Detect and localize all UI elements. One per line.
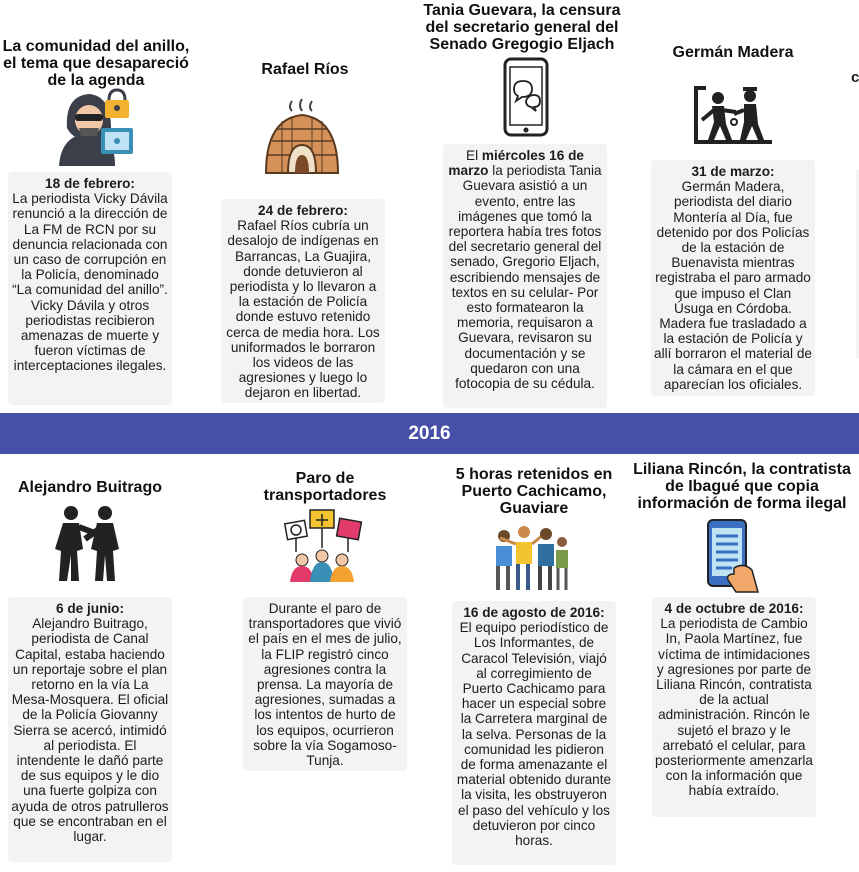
card-date: 24 de febrero:: [258, 203, 348, 218]
card-title-paro: Paro de transportadores: [263, 470, 387, 504]
edge-fragment: c: [851, 69, 859, 86]
protest-icon: [282, 508, 364, 582]
card-body-rafael: [221, 199, 385, 403]
card-body-liliana: [652, 597, 816, 817]
card-body-alejandro: [8, 597, 172, 862]
phone-chat-icon: [502, 57, 550, 137]
card-title-liliana: Liliana Rincón, la contratista de Ibagué que copia información de forma ilegal: [633, 461, 851, 512]
card-text: La periodista Vicky Dávila renunció a la dirección de La FM de RCN por su denuncia relacionada con un caso de corrupción en la Policía, denominado “La comunidad del anillo”. Vicky Dávila y otros periodistas recibieron amenazas de muerte y fueron víctimas de interceptaciones ilegales.: [12, 191, 168, 374]
year-band: 2016: [0, 413, 859, 454]
card-title-rafael: Rafael Ríos: [261, 61, 349, 78]
card-text: Durante el paro de transportadores que vivió el país en el mes de julio, la FLIP registró cinco agresiones contra la prensa. La mayoría de agresiones, sumadas a los intentos de hurto de los equipos, ocurrieron sobre la vía Sogamoso-Tunja.: [248, 601, 402, 769]
card-body-german: [651, 160, 815, 396]
crowd-icon: [490, 522, 572, 592]
card-date: 6 de junio:: [56, 601, 124, 616]
card-title-cachicamo: 5 horas retenidos en Puerto Cachicamo, Guaviare: [455, 466, 613, 517]
card-text: Germán Madera, periodista del diario Montería al Día, fue detenido por dos Policías de la estación de Buenavista mientras registraba el paro armado que impuso el Clan Úsuga en Córdoba. Madera fue trasladado a la estación de Policía y allí borraron el material de la cámara en el que aparecían los oficiales.: [654, 179, 812, 392]
card-date: 18 de febrero:: [45, 176, 135, 191]
card-date: miércoles 16 de marzo: [448, 148, 584, 179]
card-text: Rafael Ríos cubría un desalojo de indígenas en Barrancas, La Guajira, donde detuvieron al periodista y lo llevaron a la estación de Policía donde estuvo retenido cerca de media hora. Los uniformados le borraron los videos de las agresiones y luego lo dejaron en libertad.: [226, 218, 380, 401]
card-text: El equipo periodístico de Los Informantes, de Caracol Televisión, viajó al corregimiento de Puerto Cachicamo para hacer un especial sobre la Carretera marginal de la selva. Personas de la comunidad les pidieron de forma amenazante el material obtenido durante la visita, les obstruyeron el paso del vehículo y los detuvieron por cinco horas.: [456, 620, 612, 849]
card-text: Alejandro Buitrago, periodista de Canal Capital, estaba haciendo un reportaje sobre el plan retorno en la vía La Mesa-Mosquera. El oficial de la Policía Giovanny Sierra se acercó, intimidó al periodista. El intendente le dañó parte de sus equipos y le dio una fuerte golpiza con ayuda de otros patrulleros que se encontraban en el lugar.: [11, 616, 169, 845]
hand-phone-icon: [704, 518, 760, 594]
card-title-alejandro: Alejandro Buitrago: [17, 479, 162, 496]
card-text: la periodista Tania Guevara asistió a un evento, entre las imágenes que tomó la reportera había tres fotos del secretario general del senado, Gregorio Eljach, escribiendo mensajes de textos en su celular- Por esto formatearon la memoria, requisaron a Guevara, revisaron su documentación y se quedaron con una fotocopia de su cédula.: [448, 163, 602, 392]
hacker-icon: [53, 88, 135, 168]
card-title-tania: Tania Guevara, la censura del secretario general del Senado Gregogio Eljach: [423, 2, 621, 53]
card-date: 4 de octubre de 2016:: [664, 601, 804, 616]
hut-icon: [262, 97, 342, 177]
card-title-german: Germán Madera: [672, 44, 794, 61]
card-body-paro: [243, 597, 407, 771]
card-date-prefix: El: [466, 148, 479, 163]
arrest-icon: [692, 84, 774, 146]
card-date: 31 de marzo:: [691, 164, 775, 179]
card-text: La periodista de Cambio In, Paola Martínez, fue víctima de intimidaciones y agresiones por parte de Liliana Rincón, contratista de la actual administración. Rincón le sujetó el brazo y le arrebató el celular, para posteriormente amenzarla con la información que había extraído.: [655, 616, 813, 799]
card-title-comunidad: La comunidad del anillo, el tema que desapareció de la agenda: [2, 38, 190, 89]
people-fight-icon: [49, 503, 129, 583]
card-body-tania: [443, 144, 607, 408]
card-date: 16 de agosto de 2016:: [463, 605, 605, 620]
card-body-cachicamo: [452, 601, 616, 865]
card-body-comunidad: [8, 172, 172, 405]
